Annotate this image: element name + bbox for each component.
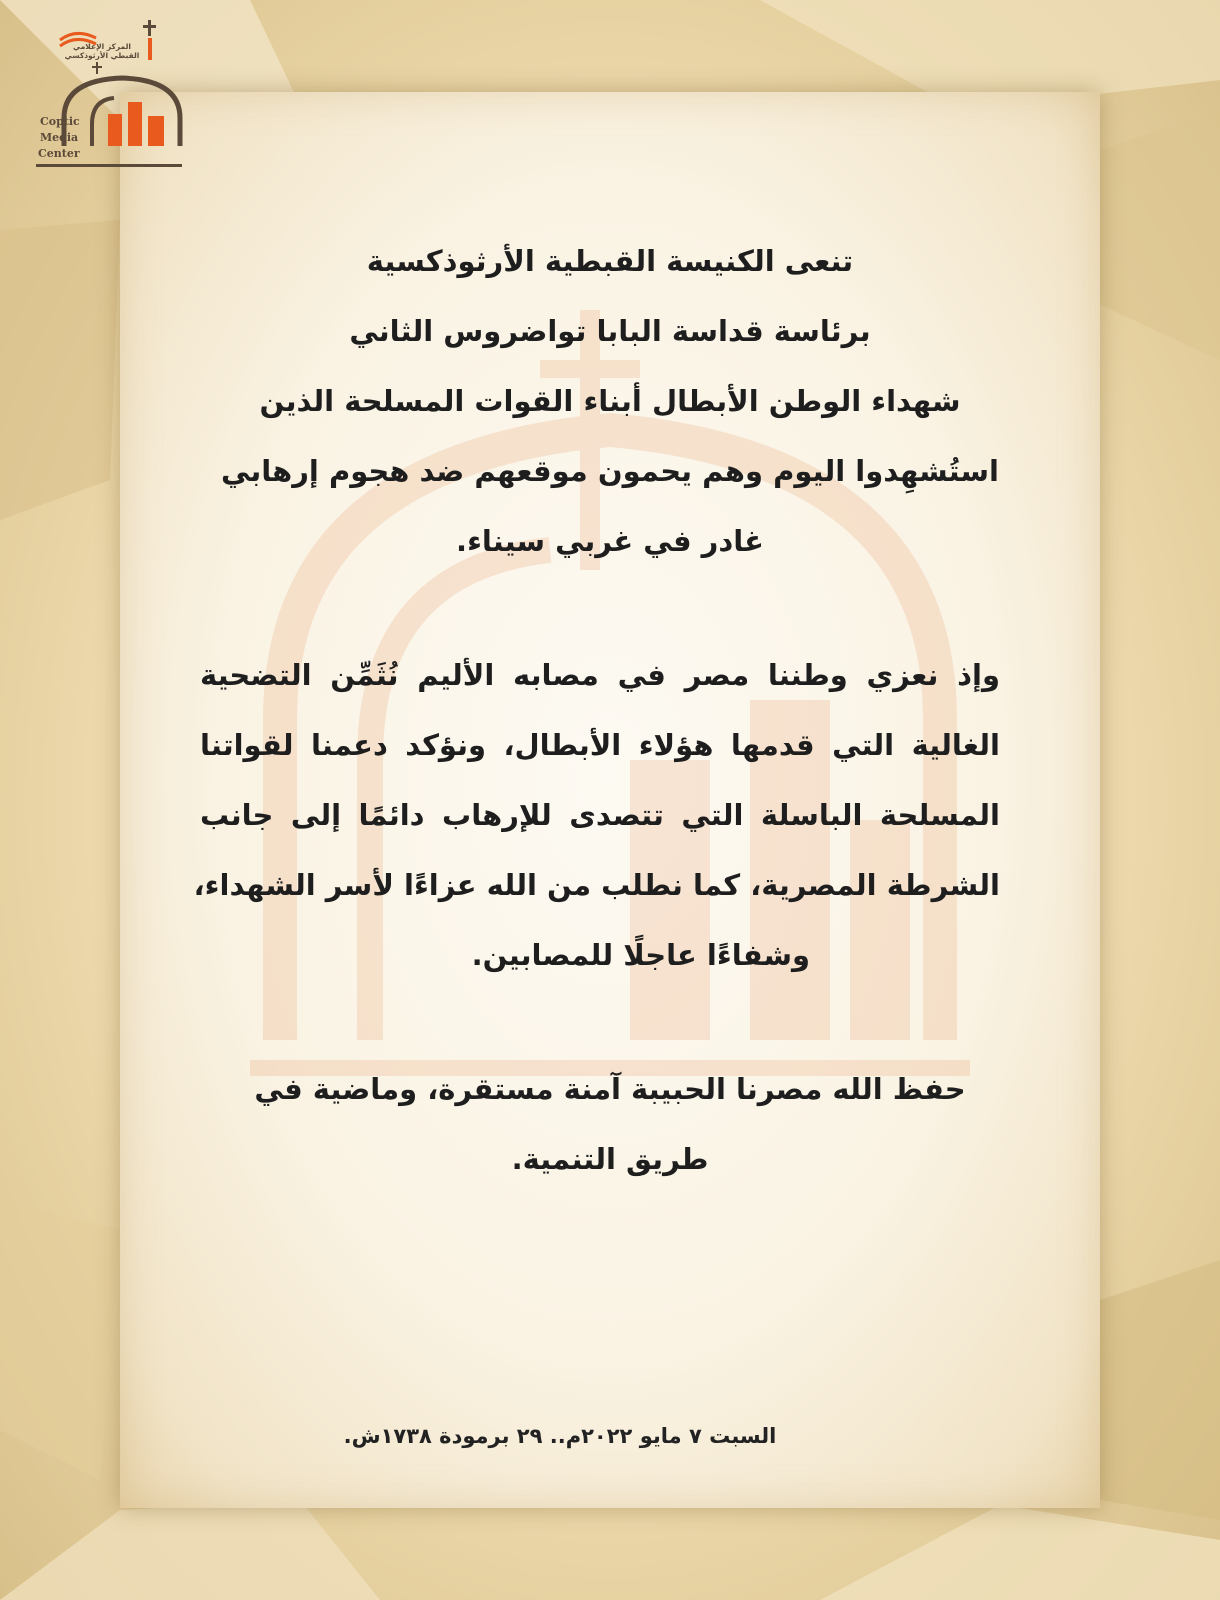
statement-line: شهداء الوطن الأبطال أبناء القوات المسلحة الذين <box>259 384 961 418</box>
statement-line: طريق التنمية. <box>511 1142 709 1176</box>
statement-line: استُشهِدوا اليوم وهم يحمون موقعهم ضد هجوم إرهابي <box>221 454 999 488</box>
statement-line: وإذ نعزي وطننا مصر في مصابه الأليم نُثَمِّن التضحية <box>200 658 1000 692</box>
statement-line: وشفاءًا عاجلًا للمصابين. <box>471 938 810 972</box>
statement-line: حفظ الله مصرنا الحبيبة آمنة مستقرة، وماضية في <box>254 1072 966 1106</box>
statement-line: تنعى الكنيسة القبطية الأرثوذكسية <box>366 244 854 278</box>
logo-arabic-line-1: المركز الإعلامي <box>73 42 131 51</box>
logo-arabic-name <box>54 42 150 60</box>
coptic-media-center-logo <box>36 18 186 170</box>
logo-english-line-2: Media <box>40 131 79 144</box>
statement-line: الغالية التي قدمها هؤلاء الأبطال، ونؤكد دعمنا لقواتنا <box>200 728 1000 762</box>
statement-line: الشرطة المصرية، كما نطلب من الله عزاءًا لأسر الشهداء، <box>193 868 1000 902</box>
paragraph-1 <box>200 226 1020 576</box>
paragraph-2 <box>193 640 1020 990</box>
statement-line: غادر في غربي سيناء. <box>456 524 764 558</box>
statement-date: السبت ٧ مايو ٢٠٢٢م.. ٢٩ برمودة ١٧٣٨ش. <box>343 1424 777 1448</box>
statement-line: برئاسة قداسة البابا تواضروس الثاني <box>349 314 871 348</box>
logo-arabic-line-2: القبطي الأرثوذكسي <box>64 51 140 60</box>
logo-english-line-3: Center <box>38 147 80 160</box>
statement-line: المسلحة الباسلة التي تتصدى للإرهاب دائمًا إلى جانب <box>200 798 1000 832</box>
statement-body <box>193 226 1020 1194</box>
logo-english-line-1: Coptic <box>40 115 80 128</box>
paragraph-3 <box>200 1054 1020 1194</box>
